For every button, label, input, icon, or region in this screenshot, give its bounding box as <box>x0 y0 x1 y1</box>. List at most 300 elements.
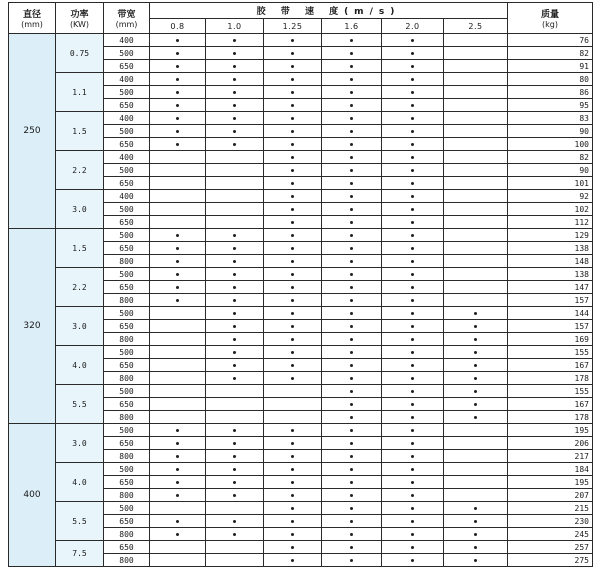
speed-cell <box>322 216 382 229</box>
available-dot-icon <box>291 520 294 523</box>
available-dot-icon <box>411 143 414 146</box>
speed-cell <box>444 294 508 307</box>
available-dot-icon <box>350 559 353 562</box>
speed-cell <box>444 47 508 60</box>
mass-cell: 95 <box>508 99 593 112</box>
available-dot-icon <box>411 312 414 315</box>
belt-width-cell: 400 <box>104 151 150 164</box>
mass-cell: 157 <box>508 320 593 333</box>
speed-cell <box>264 125 322 138</box>
speed-cell <box>264 112 322 125</box>
speed-cell <box>150 411 206 424</box>
table-row <box>9 73 593 86</box>
available-dot-icon <box>176 143 179 146</box>
speed-cell <box>382 281 444 294</box>
speed-cell <box>264 86 322 99</box>
speed-cell <box>150 164 206 177</box>
speed-cell <box>150 112 206 125</box>
speed-cell <box>150 528 206 541</box>
belt-width-cell: 650 <box>104 398 150 411</box>
speed-cell <box>444 385 508 398</box>
table-row <box>9 268 593 281</box>
available-dot-icon <box>291 247 294 250</box>
available-dot-icon <box>411 364 414 367</box>
available-dot-icon <box>233 39 236 42</box>
power-header-unit: (KW) <box>69 20 90 29</box>
speed-cell <box>150 294 206 307</box>
speed-cell <box>444 489 508 502</box>
available-dot-icon <box>474 546 477 549</box>
speed-cell <box>444 424 508 437</box>
speed-cell <box>322 203 382 216</box>
mass-cell: 245 <box>508 528 593 541</box>
available-dot-icon <box>291 507 294 510</box>
speed-cell <box>206 203 264 216</box>
pulley-spec-table <box>8 2 593 567</box>
available-dot-icon <box>350 273 353 276</box>
available-dot-icon <box>350 416 353 419</box>
speed-cell <box>322 424 382 437</box>
speed-cell <box>150 450 206 463</box>
available-dot-icon <box>176 104 179 107</box>
available-dot-icon <box>411 52 414 55</box>
available-dot-icon <box>291 117 294 120</box>
speed-cell <box>444 411 508 424</box>
speed-cell <box>322 476 382 489</box>
speed-cell <box>382 138 444 151</box>
speed-cell <box>264 190 322 203</box>
speed-cell <box>206 34 264 47</box>
available-dot-icon <box>350 351 353 354</box>
speed-cell <box>444 60 508 73</box>
available-dot-icon <box>474 559 477 562</box>
mass-cell: 169 <box>508 333 593 346</box>
available-dot-icon <box>291 338 294 341</box>
speed-cell <box>264 60 322 73</box>
mass-cell: 257 <box>508 541 593 554</box>
speed-cell <box>382 554 444 567</box>
available-dot-icon <box>411 182 414 185</box>
available-dot-icon <box>291 299 294 302</box>
speed-cell <box>150 463 206 476</box>
belt-width-cell: 800 <box>104 255 150 268</box>
speed-cell <box>382 385 444 398</box>
speed-cell <box>444 268 508 281</box>
speed-cell <box>206 164 264 177</box>
available-dot-icon <box>411 468 414 471</box>
speed-cell <box>206 476 264 489</box>
speed-cell <box>206 541 264 554</box>
power-cell: 3.0 <box>56 190 104 229</box>
available-dot-icon <box>411 247 414 250</box>
speed-cell <box>382 203 444 216</box>
speed-cell <box>444 515 508 528</box>
mass-cell: 167 <box>508 398 593 411</box>
table-row <box>9 502 593 515</box>
available-dot-icon <box>350 364 353 367</box>
mass-cell: 184 <box>508 463 593 476</box>
speed-cell <box>322 307 382 320</box>
speed-cell <box>264 502 322 515</box>
available-dot-icon <box>233 117 236 120</box>
speed-cell <box>444 320 508 333</box>
available-dot-icon <box>411 39 414 42</box>
speed-cell <box>322 541 382 554</box>
speed-cell <box>150 255 206 268</box>
available-dot-icon <box>176 234 179 237</box>
speed-cell <box>322 281 382 294</box>
speed-cell <box>444 203 508 216</box>
speed-cell <box>264 424 322 437</box>
speed-cell <box>264 476 322 489</box>
belt-width-cell: 650 <box>104 177 150 190</box>
available-dot-icon <box>350 91 353 94</box>
speed-cell <box>444 554 508 567</box>
available-dot-icon <box>411 325 414 328</box>
speed-cell <box>206 177 264 190</box>
available-dot-icon <box>411 208 414 211</box>
speed-col-1: 1.0 <box>206 19 264 34</box>
belt-width-header <box>104 3 150 34</box>
speed-cell <box>382 320 444 333</box>
belt-width-cell: 500 <box>104 463 150 476</box>
mass-cell: 157 <box>508 294 593 307</box>
available-dot-icon <box>350 533 353 536</box>
mass-cell: 178 <box>508 372 593 385</box>
available-dot-icon <box>411 442 414 445</box>
available-dot-icon <box>350 195 353 198</box>
available-dot-icon <box>233 468 236 471</box>
speed-cell <box>444 541 508 554</box>
available-dot-icon <box>411 65 414 68</box>
available-dot-icon <box>350 507 353 510</box>
diameter-cell: 320 <box>9 229 56 424</box>
table-row <box>9 34 593 47</box>
available-dot-icon <box>291 351 294 354</box>
speed-cell <box>150 268 206 281</box>
available-dot-icon <box>176 468 179 471</box>
available-dot-icon <box>291 52 294 55</box>
available-dot-icon <box>350 260 353 263</box>
speed-cell <box>322 125 382 138</box>
available-dot-icon <box>233 273 236 276</box>
speed-cell <box>322 554 382 567</box>
speed-cell <box>206 47 264 60</box>
speed-cell <box>264 450 322 463</box>
speed-col-3: 1.6 <box>322 19 382 34</box>
available-dot-icon <box>233 312 236 315</box>
available-dot-icon <box>411 338 414 341</box>
available-dot-icon <box>291 273 294 276</box>
available-dot-icon <box>291 91 294 94</box>
available-dot-icon <box>474 507 477 510</box>
speed-cell <box>206 359 264 372</box>
speed-cell <box>150 242 206 255</box>
belt-width-cell: 400 <box>104 73 150 86</box>
speed-cell <box>322 320 382 333</box>
available-dot-icon <box>291 78 294 81</box>
belt-width-cell: 400 <box>104 112 150 125</box>
belt-width-cell: 800 <box>104 528 150 541</box>
speed-cell <box>264 359 322 372</box>
available-dot-icon <box>411 559 414 562</box>
speed-cell <box>382 112 444 125</box>
speed-cell <box>382 398 444 411</box>
speed-cell <box>206 515 264 528</box>
belt-width-cell: 500 <box>104 47 150 60</box>
available-dot-icon <box>350 442 353 445</box>
speed-cell <box>444 281 508 294</box>
speed-cell <box>444 437 508 450</box>
available-dot-icon <box>176 52 179 55</box>
available-dot-icon <box>411 273 414 276</box>
speed-cell <box>264 229 322 242</box>
belt-width-cell: 650 <box>104 476 150 489</box>
speed-cell <box>264 437 322 450</box>
speed-cell <box>264 372 322 385</box>
power-cell: 0.75 <box>56 34 104 73</box>
belt-width-cell: 800 <box>104 411 150 424</box>
available-dot-icon <box>291 429 294 432</box>
mass-cell: 83 <box>508 112 593 125</box>
speed-cell <box>444 372 508 385</box>
available-dot-icon <box>411 104 414 107</box>
speed-cell <box>264 385 322 398</box>
available-dot-icon <box>474 416 477 419</box>
belt-width-cell: 800 <box>104 372 150 385</box>
power-cell: 5.5 <box>56 502 104 541</box>
available-dot-icon <box>176 533 179 536</box>
speed-cell <box>206 411 264 424</box>
available-dot-icon <box>233 91 236 94</box>
speed-cell <box>382 359 444 372</box>
speed-cell <box>322 190 382 203</box>
available-dot-icon <box>233 377 236 380</box>
speed-cell <box>322 268 382 281</box>
available-dot-icon <box>176 78 179 81</box>
speed-cell <box>322 437 382 450</box>
speed-cell <box>150 333 206 346</box>
speed-col-0: 0.8 <box>150 19 206 34</box>
available-dot-icon <box>350 286 353 289</box>
table-row <box>9 307 593 320</box>
speed-cell <box>322 463 382 476</box>
speed-cell <box>150 359 206 372</box>
speed-cell <box>444 99 508 112</box>
speed-cell <box>150 138 206 151</box>
speed-cell <box>264 73 322 86</box>
available-dot-icon <box>291 143 294 146</box>
speed-cell <box>444 463 508 476</box>
mass-cell: 275 <box>508 554 593 567</box>
speed-cell <box>444 190 508 203</box>
available-dot-icon <box>474 351 477 354</box>
available-dot-icon <box>176 429 179 432</box>
available-dot-icon <box>350 156 353 159</box>
diameter-header-label: 直径 <box>22 10 41 20</box>
belt-width-cell: 650 <box>104 138 150 151</box>
belt-width-cell: 500 <box>104 125 150 138</box>
power-cell: 4.0 <box>56 346 104 385</box>
available-dot-icon <box>291 468 294 471</box>
speed-cell <box>150 554 206 567</box>
speed-cell <box>444 112 508 125</box>
power-cell: 4.0 <box>56 463 104 502</box>
speed-cell <box>150 281 206 294</box>
available-dot-icon <box>411 195 414 198</box>
available-dot-icon <box>176 91 179 94</box>
available-dot-icon <box>233 65 236 68</box>
speed-cell <box>322 242 382 255</box>
belt-width-cell: 800 <box>104 333 150 346</box>
speed-cell <box>206 86 264 99</box>
available-dot-icon <box>176 39 179 42</box>
mass-header <box>508 3 593 34</box>
available-dot-icon <box>411 416 414 419</box>
speed-cell <box>150 190 206 203</box>
belt-width-cell: 500 <box>104 502 150 515</box>
belt-width-cell: 400 <box>104 34 150 47</box>
speed-cell <box>322 502 382 515</box>
speed-cell <box>150 385 206 398</box>
belt-width-cell: 650 <box>104 541 150 554</box>
available-dot-icon <box>350 39 353 42</box>
belt-width-cell: 650 <box>104 216 150 229</box>
available-dot-icon <box>350 117 353 120</box>
speed-cell <box>150 99 206 112</box>
speed-cell <box>444 216 508 229</box>
power-cell: 7.5 <box>56 541 104 567</box>
speed-cell <box>382 424 444 437</box>
speed-col-2: 1.25 <box>264 19 322 34</box>
speed-cell <box>382 99 444 112</box>
available-dot-icon <box>291 364 294 367</box>
available-dot-icon <box>350 78 353 81</box>
available-dot-icon <box>350 247 353 250</box>
available-dot-icon <box>411 455 414 458</box>
available-dot-icon <box>176 481 179 484</box>
speed-cell <box>264 515 322 528</box>
speed-cell <box>150 476 206 489</box>
available-dot-icon <box>233 442 236 445</box>
belt-width-header-unit: (mm) <box>115 20 138 29</box>
speed-cell <box>150 398 206 411</box>
available-dot-icon <box>411 520 414 523</box>
speed-cell <box>322 346 382 359</box>
speed-cell <box>444 450 508 463</box>
available-dot-icon <box>411 130 414 133</box>
available-dot-icon <box>291 442 294 445</box>
speed-cell <box>206 73 264 86</box>
available-dot-icon <box>291 221 294 224</box>
available-dot-icon <box>350 52 353 55</box>
available-dot-icon <box>291 169 294 172</box>
available-dot-icon <box>411 117 414 120</box>
speed-cell <box>382 216 444 229</box>
speed-cell <box>264 151 322 164</box>
available-dot-icon <box>176 273 179 276</box>
speed-cell <box>444 398 508 411</box>
speed-cell <box>322 385 382 398</box>
mass-cell: 155 <box>508 346 593 359</box>
speed-cell <box>322 34 382 47</box>
available-dot-icon <box>350 468 353 471</box>
available-dot-icon <box>411 546 414 549</box>
speed-cell <box>264 164 322 177</box>
speed-cell <box>322 372 382 385</box>
speed-cell <box>206 372 264 385</box>
speed-cell <box>444 307 508 320</box>
mass-cell: 207 <box>508 489 593 502</box>
speed-cell <box>206 502 264 515</box>
available-dot-icon <box>291 182 294 185</box>
available-dot-icon <box>411 286 414 289</box>
power-cell: 2.2 <box>56 268 104 307</box>
belt-width-cell: 500 <box>104 164 150 177</box>
speed-col-4: 2.0 <box>382 19 444 34</box>
available-dot-icon <box>233 130 236 133</box>
speed-cell <box>382 242 444 255</box>
belt-width-cell: 650 <box>104 242 150 255</box>
speed-cell <box>444 164 508 177</box>
available-dot-icon <box>233 520 236 523</box>
speed-cell <box>206 60 264 73</box>
available-dot-icon <box>350 130 353 133</box>
available-dot-icon <box>291 455 294 458</box>
available-dot-icon <box>411 507 414 510</box>
available-dot-icon <box>291 260 294 263</box>
available-dot-icon <box>233 494 236 497</box>
mass-cell: 101 <box>508 177 593 190</box>
speed-cell <box>322 47 382 60</box>
speed-cell <box>264 333 322 346</box>
speed-cell <box>322 151 382 164</box>
available-dot-icon <box>350 325 353 328</box>
power-cell: 3.0 <box>56 307 104 346</box>
speed-cell <box>322 138 382 151</box>
speed-cell <box>264 528 322 541</box>
available-dot-icon <box>411 429 414 432</box>
mass-cell: 206 <box>508 437 593 450</box>
available-dot-icon <box>291 546 294 549</box>
available-dot-icon <box>233 260 236 263</box>
speed-cell <box>206 125 264 138</box>
available-dot-icon <box>291 195 294 198</box>
available-dot-icon <box>176 455 179 458</box>
belt-width-cell: 500 <box>104 229 150 242</box>
belt-width-cell: 650 <box>104 515 150 528</box>
belt-width-cell: 650 <box>104 359 150 372</box>
mass-header-label: 质量 <box>540 10 559 20</box>
mass-cell: 138 <box>508 242 593 255</box>
available-dot-icon <box>233 52 236 55</box>
speed-cell <box>382 164 444 177</box>
belt-width-cell: 500 <box>104 346 150 359</box>
speed-cell <box>150 60 206 73</box>
available-dot-icon <box>411 91 414 94</box>
speed-cell <box>150 346 206 359</box>
speed-cell <box>206 333 264 346</box>
speed-cell <box>150 489 206 502</box>
speed-cell <box>264 463 322 476</box>
power-cell: 5.5 <box>56 385 104 424</box>
speed-cell <box>206 112 264 125</box>
speed-cell <box>322 398 382 411</box>
available-dot-icon <box>411 299 414 302</box>
belt-width-cell: 500 <box>104 307 150 320</box>
speed-cell <box>382 307 444 320</box>
speed-cell <box>444 177 508 190</box>
